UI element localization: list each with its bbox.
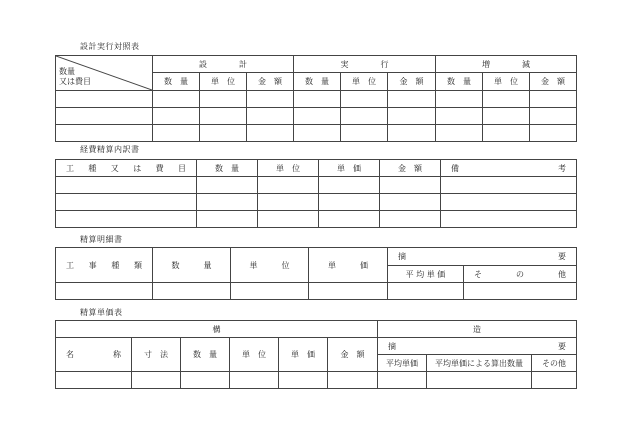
col-unit: 単 位 bbox=[230, 338, 279, 372]
col-work-type: 工 事 種 類 bbox=[56, 248, 153, 283]
col-dimensions: 寸 法 bbox=[132, 338, 181, 372]
col-unit: 単 位 bbox=[258, 160, 319, 177]
col-amount: 金 額 bbox=[380, 160, 441, 177]
col-quantity: 数 量 bbox=[153, 248, 231, 283]
settlement-unit-price-table bbox=[55, 320, 577, 389]
corner-label-cost-item: 又は費目 bbox=[59, 77, 91, 86]
subcol-quantity: 数 量 bbox=[436, 73, 483, 91]
table-row bbox=[56, 125, 577, 142]
subcol-quantity: 数 量 bbox=[294, 73, 341, 91]
section-title-settlement-unit-price: 精算単価表 bbox=[80, 308, 123, 317]
col-summary: 摘 要 bbox=[388, 248, 577, 266]
col-work-type-or-cost: 工 種 又 は 費 目 bbox=[56, 160, 197, 177]
header-structure-left: 構 bbox=[56, 321, 378, 338]
expense-breakdown-table bbox=[55, 159, 577, 228]
col-quantity: 数 量 bbox=[197, 160, 258, 177]
group-header-design: 設 計 bbox=[153, 56, 294, 73]
subcol-unit: 単 位 bbox=[200, 73, 247, 91]
subcol-amount: 金 額 bbox=[388, 73, 436, 91]
col-unit-price: 単 価 bbox=[319, 160, 380, 177]
section-title-expense-breakdown: 経費精算内訳書 bbox=[80, 145, 140, 154]
col-average-unit-price: 平 均 単 価 bbox=[388, 266, 464, 283]
col-unit: 単 位 bbox=[231, 248, 309, 283]
section-title-design-vs-actual: 設計実行対照表 bbox=[80, 42, 140, 51]
col-unit-price: 単 価 bbox=[309, 248, 388, 283]
subcol-amount: 金 額 bbox=[247, 73, 294, 91]
col-summary: 摘 要 bbox=[378, 338, 577, 355]
col-amount: 金 額 bbox=[328, 338, 378, 372]
design-vs-actual-table bbox=[55, 55, 577, 142]
col-average-unit-price: 平均単価 bbox=[378, 355, 427, 372]
col-remarks: 備 考 bbox=[441, 160, 577, 177]
col-quantity: 数 量 bbox=[181, 338, 230, 372]
table-row bbox=[56, 177, 577, 194]
table-row bbox=[56, 194, 577, 211]
table-row bbox=[56, 91, 577, 108]
table-row bbox=[56, 211, 577, 228]
col-unit-price: 単 価 bbox=[279, 338, 328, 372]
group-header-actual: 実 行 bbox=[294, 56, 436, 73]
col-quantity-by-average-price: 平均単価による算出数量 bbox=[427, 355, 532, 372]
settlement-details-table bbox=[55, 247, 577, 300]
subcol-amount: 金 額 bbox=[530, 73, 577, 91]
col-name: 名 称 bbox=[56, 338, 132, 372]
corner-label-quantity: 数量 bbox=[59, 67, 75, 76]
table-row bbox=[56, 108, 577, 125]
header-structure-right: 造 bbox=[378, 321, 577, 338]
col-other: そ の 他 bbox=[464, 266, 577, 283]
corner-diagonal-cell bbox=[56, 56, 153, 91]
table-row bbox=[56, 372, 577, 389]
col-other: その他 bbox=[532, 355, 577, 372]
subcol-quantity: 数 量 bbox=[153, 73, 200, 91]
subcol-unit: 単 位 bbox=[341, 73, 388, 91]
table-row bbox=[56, 283, 577, 300]
group-header-difference: 増 減 bbox=[436, 56, 577, 73]
subcol-unit: 単 位 bbox=[483, 73, 530, 91]
section-title-settlement-details: 精算明細書 bbox=[80, 235, 123, 244]
